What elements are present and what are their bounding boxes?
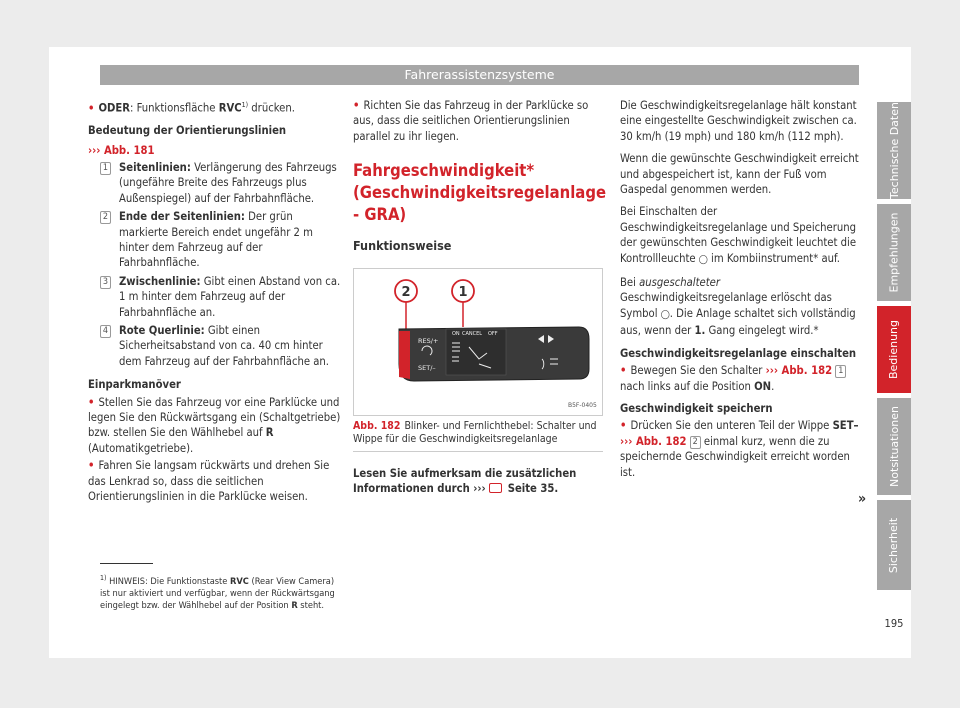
svg-text:OFF: OFF: [488, 330, 498, 337]
tab-sicherheit[interactable]: Sicherheit: [877, 500, 911, 590]
tab-notsituationen[interactable]: Notsituationen: [877, 398, 911, 495]
abb-ref-181[interactable]: ››› Abb. 181: [88, 143, 155, 157]
einschalten-heading: Geschwindigkeitsregelanlage einschalten: [620, 346, 857, 360]
odr-paragraph: • ODER: Funktionsfläche RVC$^{1)}$ drücken.: [88, 98, 342, 116]
list-item: 4 Rote Querlinie: Gibt einen Sicherheitsabstand von ca. 40 cm hinter dem Fahrzeug auf der Fahrbahnfläche an.: [88, 323, 342, 369]
continue-arrow-icon: »: [858, 491, 867, 507]
svg-text:B5F-0405: B5F-0405: [568, 401, 597, 409]
tab-technische-daten[interactable]: Technische Daten: [877, 102, 911, 199]
svg-text:SET/–: SET/–: [418, 363, 436, 372]
list-item: 2 Ende der Seitenlinien: Der grün markierte Bereich endet ungefähr 2 m hinter dem Fahrzeug auf der Fahrbahnfläche.: [88, 209, 342, 271]
cruise-control-lamp-icon: ◯: [698, 254, 708, 265]
list-item: 3 Zwischenlinie: Gibt einen Abstand von ca. 1 m hinter dem Fahrzeug auf der Fahrbahnfläche an.: [88, 274, 342, 320]
paragraph: Bei ausgeschalteter Geschwindigkeitsregelanlage erlöscht das Symbol ◯. Die Anlage schaltet sich vollständig aus, wenn der 1. Gang eingelegt wird.*: [620, 276, 856, 338]
paragraph: Die Geschwindigkeitsregelanlage hält konstant eine eingestellte Geschwindigkeit zwischen ca. 30 km/h (19 mph) und 180 km/h (112 mph).: [620, 99, 857, 143]
footnote-divider: [100, 563, 153, 564]
page-number: 195: [884, 617, 904, 630]
lever-figure: [353, 268, 603, 416]
section-subtitle: Funktionsweise: [353, 238, 452, 254]
column-2: [353, 98, 607, 503]
abb-ref-182[interactable]: ››› Abb. 182: [620, 434, 687, 448]
list-item: 1 Seitenlinien: Verlängerung des Fahrzeugs (ungefähre Breite des Fahrzeugs plus Außenspiegel) auf der Fahrbahnfläche.: [88, 160, 342, 206]
cruise-control-lamp-icon: ◯: [660, 309, 670, 320]
svg-text:2: 2: [401, 284, 411, 300]
paragraph: Wenn die gewünschte Geschwindigkeit erreicht und abgespeichert ist, kann der Fuß vom Gaspedal genommen werden.: [620, 152, 859, 197]
bullet-item: • Richten Sie das Fahrzeug in der Parklücke so aus, dass die seitlichen Orientierungslinien parallel zu ihr liegen.: [353, 98, 603, 144]
chapter-sidebar: [877, 102, 911, 595]
bullet-item: • Stellen Sie das Fahrzeug vor eine Parklücke und legen Sie den Rückwärtsgang ein (Schaltgetriebe) bzw. stellen Sie den Wählhebel auf R (Automatikgetriebe).: [88, 395, 342, 457]
section-title: Fahrgeschwindigkeit* (Geschwindigkeitsregelanlage - GRA): [353, 161, 607, 225]
info-note: Lesen Sie aufmerksam die zusätzlichen Informationen durch ››› Seite 35.: [353, 466, 577, 496]
column-1: [88, 98, 342, 511]
tab-bedienung[interactable]: Bedienung: [877, 306, 911, 393]
bullet-item: • Fahren Sie langsam rückwärts und drehen Sie das Lenkrad so, dass die seitlichen Orientierungslinien in die Parklücke weisen.: [88, 458, 342, 504]
figure-caption: Abb. 182 Blinker- und Fernlichthebel: Schalter und Wippe für die Geschwindigkeitsregelanlage: [353, 420, 603, 452]
svg-text:ON: ON: [452, 330, 460, 337]
column-3: [620, 98, 860, 487]
section-header: Fahrerassistenzsysteme: [100, 65, 859, 85]
paragraph: Bei Einschalten der Geschwindigkeitsregelanlage und Speicherung der gewünschten Geschwindigkeit leuchtet die Kontrollleuchte ◯ im Kombiinstrument* auf.: [620, 204, 860, 268]
orientation-heading: Bedeutung der Orientierungslinien: [88, 124, 287, 138]
bullet-item: • Bewegen Sie den Schalter ››› Abb. 182 1 nach links auf die Position ON.: [620, 363, 860, 394]
speichern-heading: Geschwindigkeit speichern: [620, 401, 773, 415]
footnote: $^{1)}$ HINWEIS: Die Funktionstaste RVC (Rear View Camera) ist nur aktiviert und verfügbar, wenn der Rückwärtsgang eingelegt bzw. der Wählhebel auf der Position R steht.: [100, 574, 335, 612]
svg-text:RES/+: RES/+: [418, 336, 439, 345]
lever-illustration: [354, 269, 603, 416]
einpark-heading: Einparkmanöver: [88, 378, 181, 392]
book-icon: [489, 483, 502, 493]
svg-text:CANCEL: CANCEL: [462, 330, 483, 337]
tab-empfehlungen[interactable]: Empfehlungen: [877, 204, 911, 301]
abb-ref-182[interactable]: ››› Abb. 182: [765, 364, 833, 378]
bullet-item: • Drücken Sie den unteren Teil der Wippe SET– ››› Abb. 182 2 einmal kurz, wenn die zu speichernde Geschwindigkeit erreicht worden ist.: [620, 418, 860, 480]
svg-text:1: 1: [458, 284, 468, 300]
